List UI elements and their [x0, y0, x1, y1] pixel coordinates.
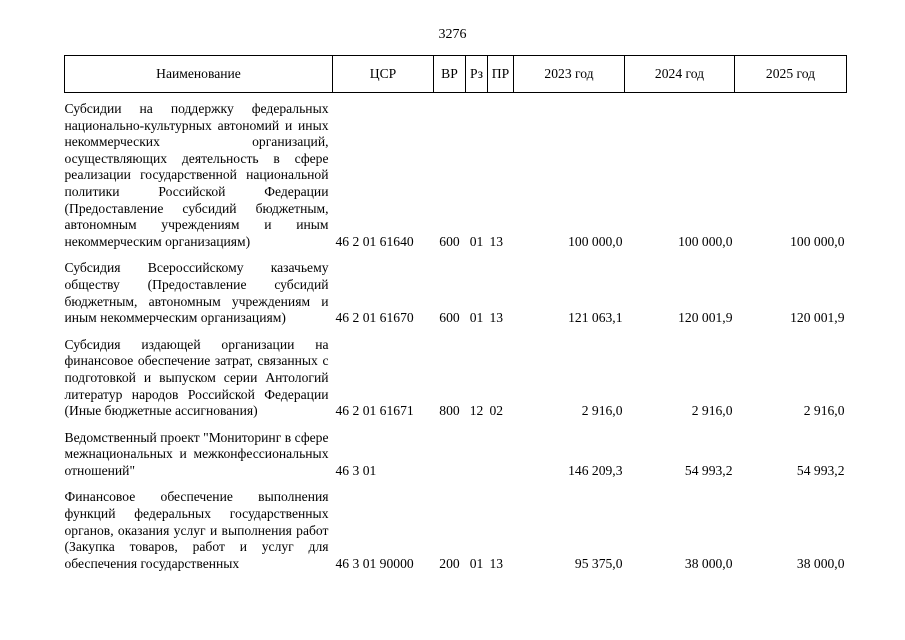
row-2025: 120 001,9 — [790, 310, 845, 326]
row-pr: 13 — [489, 310, 504, 326]
row-2023: 146 209,3 — [568, 462, 623, 478]
table-header — [65, 56, 847, 93]
header-csr: ЦСР — [333, 56, 434, 93]
row-csr: 46 3 01 — [335, 462, 377, 478]
row-2023: 95 375,0 — [574, 555, 623, 571]
row-2024: 54 993,2 — [684, 462, 733, 478]
row-csr: 46 2 01 61670 — [335, 310, 414, 326]
row-csr: 46 2 01 61640 — [335, 233, 414, 249]
row-name: Финансовое обеспечение выполнения функций федеральных государственных органов, оказания услуг и выполнения работ (Закупка товаров, работ и услуг для обеспечения государственных — [64, 489, 329, 571]
row-csr: 46 2 01 61671 — [335, 403, 414, 419]
header-rz: Рз — [466, 56, 488, 93]
row-pr: 13 — [489, 233, 504, 249]
row-2024: 38 000,0 — [684, 555, 733, 571]
header-2023: 2023 год — [514, 56, 625, 93]
table-row — [65, 337, 847, 430]
header-2024: 2024 год — [625, 56, 735, 93]
row-rz: 01 — [469, 555, 484, 571]
row-2024: 2 916,0 — [691, 403, 733, 419]
row-2023: 100 000,0 — [568, 233, 623, 249]
table-row — [65, 93, 847, 261]
row-pr: 02 — [489, 403, 504, 419]
row-pr — [488, 430, 514, 490]
header-2025: 2025 год — [735, 56, 847, 93]
row-2024: 120 001,9 — [678, 310, 733, 326]
row-2024: 100 000,0 — [678, 233, 733, 249]
row-rz — [466, 430, 488, 490]
row-vr: 600 — [439, 310, 460, 326]
row-name: Субсидия Всероссийскому казачьему обществу (Предоставление субсидий бюджетным, автономным учреждениям и иным некоммерческим организациям) — [64, 260, 329, 326]
header-pr: ПР — [488, 56, 514, 93]
row-2023: 2 916,0 — [581, 403, 623, 419]
table-row — [65, 260, 847, 336]
row-vr: 600 — [439, 233, 460, 249]
row-2025: 38 000,0 — [796, 555, 845, 571]
budget-table — [64, 55, 847, 572]
row-rz: 12 — [469, 403, 484, 419]
header-vr: ВР — [434, 56, 466, 93]
row-vr: 200 — [439, 555, 460, 571]
row-2025: 54 993,2 — [796, 462, 845, 478]
row-2025: 2 916,0 — [803, 403, 845, 419]
row-pr: 13 — [489, 555, 504, 571]
table-row — [65, 489, 847, 572]
row-name: Субсидия издающей организации на финансовое обеспечение затрат, связанных с подготовкой и выпуском серии Антологий литератур народов Российской Федерации (Иные бюджетные ассигнования) — [64, 336, 329, 419]
row-vr — [434, 430, 466, 490]
row-csr: 46 3 01 90000 — [335, 555, 414, 571]
row-2025: 100 000,0 — [790, 233, 845, 249]
table-row — [65, 430, 847, 490]
header-row — [65, 56, 847, 93]
table-body — [65, 93, 847, 573]
page-number: 3276 — [438, 27, 467, 42]
row-vr: 800 — [439, 403, 460, 419]
header-name: Наименование — [65, 56, 333, 93]
row-rz: 01 — [469, 310, 484, 326]
row-name: Субсидии на поддержку федеральных национально-культурных автономий и иных некоммерческих организаций, осуществляющих деятельность в сфере реализации государственной национальной политики Российской Федерации (Предоставление субсидий бюджетным, автономным учреждениям и иным некоммерческим организациям) — [64, 101, 329, 249]
row-rz: 01 — [469, 233, 484, 249]
row-name: Ведомственный проект "Мониторинг в сфере межнациональных и межконфессиональных отношений" — [64, 429, 329, 478]
row-2023: 121 063,1 — [568, 310, 623, 326]
